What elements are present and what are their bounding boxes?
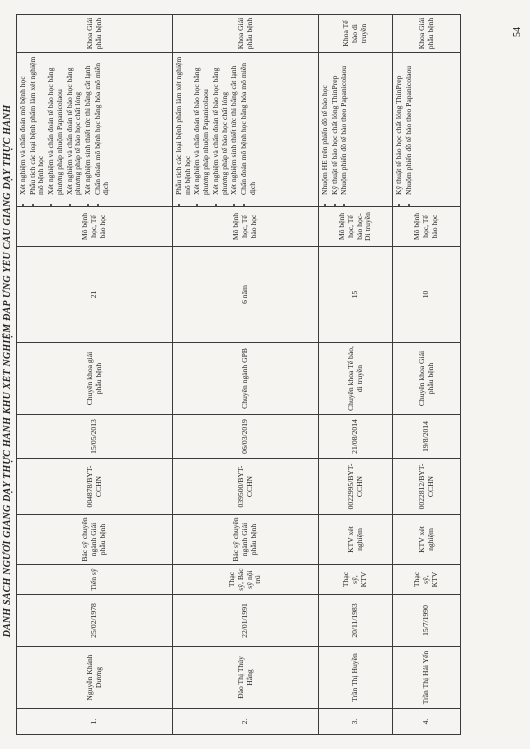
- name-cell: Trần Thị Hải Yến: [393, 647, 461, 709]
- subject-cell: Mô bệnh học, Tế bào học: [17, 207, 173, 247]
- cert-date-cell: 21/08/2014: [319, 415, 393, 459]
- cert-no-cell: 0022812/BYT-CCHN: [393, 459, 461, 515]
- content-item: • Chẩn đoán mô bệnh học bằng hóa mô miễn dịch: [240, 55, 257, 195]
- subject-cell: Mô bệnh học, Tế bào học: [393, 207, 461, 247]
- cert-no-cell: 039500/BYT-CCHN: [173, 459, 319, 515]
- stt-cell: 3.: [319, 709, 393, 735]
- degree-cell: Tiến sỹ: [17, 565, 173, 595]
- content-item: • Xét nghiệm và chẩn đoán mô bệnh học: [19, 55, 28, 195]
- years-cell: 10: [393, 247, 461, 343]
- stt-cell: 4.: [393, 709, 461, 735]
- dob-cell: 20/11/1983: [319, 595, 393, 647]
- name-cell: Nguyễn Khánh Dương: [17, 647, 173, 709]
- degree-cell: Thạc sỹ, KTV: [393, 565, 461, 595]
- cert-no-cell: 0022995/BYT-CCHN: [319, 459, 393, 515]
- degree-cell: Thạc sỹ, Bác sỹ nội trú: [173, 565, 319, 595]
- content-item: • Nhuộm phiến đồ tế bào theo Papanicolaou: [405, 55, 414, 195]
- dob-cell: 25/02/1978: [17, 595, 173, 647]
- specialty-cell: Chuyên ngành GPB: [173, 343, 319, 415]
- position-cell: KTV xét nghiệm: [393, 515, 461, 565]
- stt-cell: 1.: [17, 709, 173, 735]
- position-cell: Bác sỹ chuyên ngành Giải phẫu bệnh: [173, 515, 319, 565]
- years-cell: 21: [17, 247, 173, 343]
- stt-cell: 2.: [173, 709, 319, 735]
- years-cell: 6 năm: [173, 247, 319, 343]
- subject-cell: Mô bệnh học, Tế bào học- Di truyền: [319, 207, 393, 247]
- staff-table: [16, 14, 461, 735]
- table-row: [319, 15, 393, 735]
- content-item: • Chẩn đoán mô bệnh học bằng hóa mô miễn dịch: [94, 55, 111, 195]
- name-cell: Đào Thị Thúy Hằng: [173, 647, 319, 709]
- specialty-cell: Chuyên khoa Giải phẫu bệnh: [393, 343, 461, 415]
- content-item: • Xét nghiệm sinh thiết tức thì bằng cắt lạnh: [84, 55, 93, 195]
- specialty-cell: Chuyên khoa Tế bào, di truyền: [319, 343, 393, 415]
- content-item: • Nhuộm phiến đồ tế bào theo Papanicolaou: [340, 55, 349, 195]
- content-cell: [393, 53, 461, 207]
- document-title: DANH SÁCH NGƯỜI GIẢNG DẠY THỰC HÀNH KHU XÉT NGHIỆM ĐÁP ỨNG YÊU CẦU GIẢNG DẠY THỰC HÀNH: [2, 104, 13, 638]
- content-item: • Xét nghiệm và chẩn đoán tế bào học bằng phương pháp nhuộm Papanicolaou: [193, 55, 210, 195]
- cert-date-cell: 15/05/2013: [17, 415, 173, 459]
- content-item: • Kỹ thuật tế bào học chất lỏng ThinPrep: [395, 55, 404, 195]
- content-item: • Xét nghiệm và chẩn đoán tế bào học bằng phương pháp tế bào học chất lỏng: [66, 55, 83, 195]
- dept-cell: Khoa Giải phẫu bệnh: [393, 15, 461, 53]
- cert-date-cell: 19/8/2014: [393, 415, 461, 459]
- content-cell: [17, 53, 173, 207]
- dob-cell: 15/7/1990: [393, 595, 461, 647]
- content-item: • Xét nghiệm và chẩn đoán tế bào học bằng phương pháp tế bào học chất lỏng: [212, 55, 229, 195]
- position-cell: Bác sỹ chuyên ngành Giải phẫu bệnh: [17, 515, 173, 565]
- name-cell: Trần Thị Huyền: [319, 647, 393, 709]
- subject-cell: Mô bệnh học, Tế bào học: [173, 207, 319, 247]
- position-cell: KTV xét nghiệm: [319, 515, 393, 565]
- content-item: • Xét nghiệm và chẩn đoán tế bào học bằng phương pháp nhuộm Papanicolaou: [47, 55, 64, 195]
- content-item: • Phẫu tích các loại bệnh phẩm làm xét nghiệm mô bệnh học: [29, 55, 46, 195]
- content-item: • Nhuộm HE trên phiến đồ tế bào học: [321, 55, 330, 195]
- degree-cell: Thạc sỹ, KTV: [319, 565, 393, 595]
- page-number: 54: [512, 27, 523, 37]
- cert-no-cell: 004878/BYT-CCHN: [17, 459, 173, 515]
- content-cell: [173, 53, 319, 207]
- dept-cell: Khoa Tế bào di truyền: [319, 15, 393, 53]
- table-row: [173, 15, 319, 735]
- years-cell: 15: [319, 247, 393, 343]
- content-cell: [319, 53, 393, 207]
- dept-cell: Khoa Giải phẫu bệnh: [17, 15, 173, 53]
- dob-cell: 22/01/1991: [173, 595, 319, 647]
- content-item: • Phẫu tích các loại bệnh phẩm làm xét nghiệm mô bệnh học: [175, 55, 192, 195]
- table-row: [393, 15, 461, 735]
- content-item: • Xét nghiệm sinh thiết tức thì bằng cắt lạnh: [230, 55, 239, 195]
- cert-date-cell: 06/03/2019: [173, 415, 319, 459]
- content-item: • Kỹ thuật tế bào học chất lỏng ThinPrep: [331, 55, 340, 195]
- table-row: [17, 15, 173, 735]
- dept-cell: Khoa Giải phẫu bệnh: [173, 15, 319, 53]
- specialty-cell: Chuyên khoa giải phẫu bệnh: [17, 343, 173, 415]
